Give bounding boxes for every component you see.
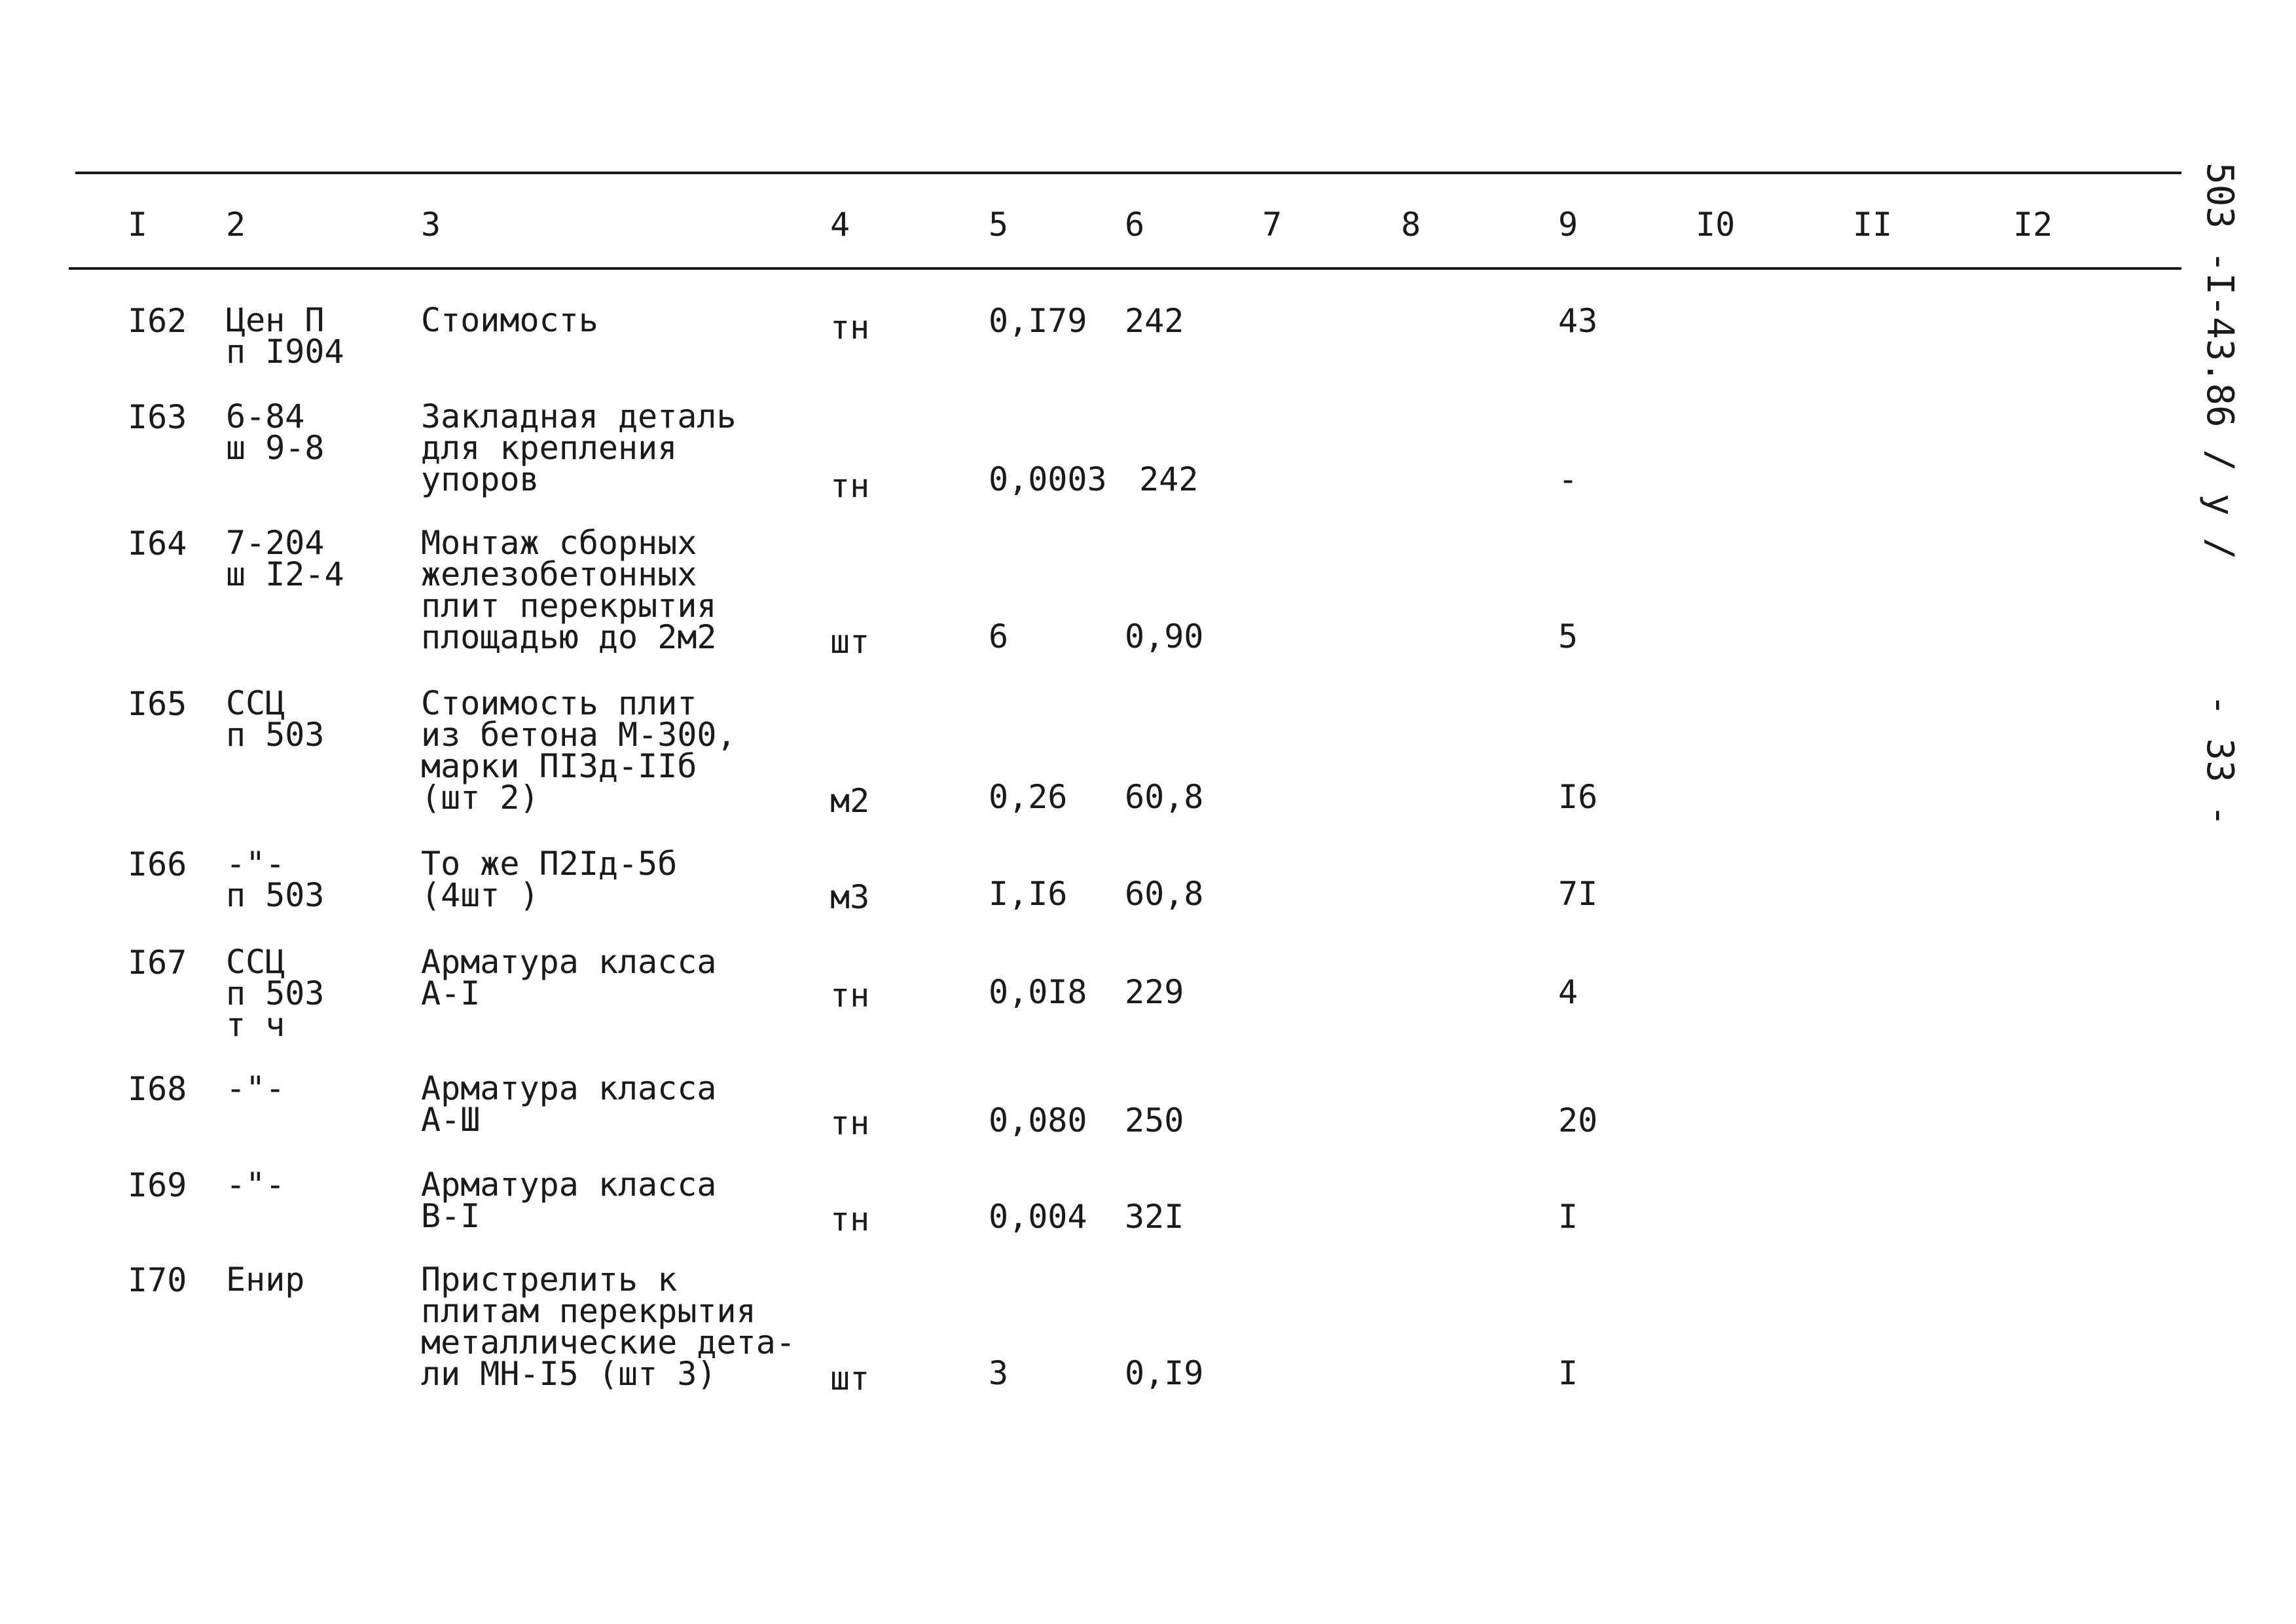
column-header: 5 <box>989 206 1009 244</box>
row-number: I69 <box>128 1166 187 1204</box>
row-code: -"- <box>226 1069 285 1107</box>
column-header: 7 <box>1262 206 1283 244</box>
row-price: 250 <box>1125 1101 1184 1139</box>
row-unit: м3 <box>830 878 870 916</box>
column-header: 6 <box>1125 206 1145 244</box>
row-description: Стоимость <box>421 301 598 339</box>
row-number: I66 <box>128 845 187 883</box>
row-total: I <box>1558 1198 1578 1236</box>
row-unit: тн <box>830 1104 870 1142</box>
row-price: 32I <box>1125 1198 1184 1236</box>
row-description: Стоимость плит из бетона М-300, марки ПI3д-IIб (шт 2) <box>421 684 737 817</box>
row-quantity: 0,I79 <box>989 302 1087 340</box>
column-header: I <box>128 206 148 244</box>
row-code: ССЦ п 503 т ч <box>226 943 325 1044</box>
page-number: - 33 - <box>2198 694 2241 827</box>
row-description: Пристрелить к плитам перекрытия металлические дета- ли МН-I5 (шт 3) <box>421 1261 795 1393</box>
row-quantity: 3 <box>989 1354 1009 1392</box>
row-number: I63 <box>128 398 187 436</box>
row-code: ССЦ п 503 <box>226 684 325 754</box>
row-unit: тн <box>830 1200 870 1238</box>
row-description: Монтаж сборных железобетонных плит перекрытия площадью до 2м2 <box>421 524 717 656</box>
row-unit: тн <box>830 308 870 346</box>
column-header: I0 <box>1696 206 1736 244</box>
row-unit: шт <box>830 623 870 661</box>
column-header: II <box>1853 206 1893 244</box>
row-quantity: 0,0I8 <box>989 973 1087 1011</box>
row-number: I67 <box>128 944 187 982</box>
column-header: 3 <box>421 206 441 244</box>
row-quantity: 0,004 <box>989 1198 1087 1236</box>
row-description: Арматура класса А-Ш <box>421 1069 717 1139</box>
row-price: 229 <box>1125 973 1184 1011</box>
row-unit: тн <box>830 976 870 1014</box>
row-unit: тн <box>830 467 870 505</box>
row-number: I62 <box>128 302 187 340</box>
document-code: 503 -I-43.86 / у / <box>2198 162 2241 560</box>
row-number: I70 <box>128 1261 187 1299</box>
row-total: 5 <box>1558 618 1578 655</box>
row-number: I68 <box>128 1070 187 1108</box>
row-price: 0,I9 <box>1125 1354 1204 1392</box>
row-total: - <box>1558 460 1578 498</box>
row-total: 43 <box>1558 302 1598 340</box>
row-quantity: 0,080 <box>989 1101 1087 1139</box>
row-total: 4 <box>1558 973 1578 1011</box>
row-unit: шт <box>830 1359 870 1397</box>
row-number: I64 <box>128 525 187 563</box>
row-price: 242 <box>1125 302 1184 340</box>
row-total: 7I <box>1558 875 1598 913</box>
row-code: 7-204 ш I2-4 <box>226 524 344 593</box>
row-quantity: 6 <box>989 618 1009 655</box>
row-code: Енир <box>226 1261 305 1299</box>
column-header: 9 <box>1558 206 1578 244</box>
column-header: 8 <box>1401 206 1421 244</box>
row-price: 60,8 <box>1125 875 1204 913</box>
row-description: То же П2Iд-5б (4шт ) <box>421 845 678 914</box>
row-total: I6 <box>1558 778 1598 816</box>
row-description: Закладная деталь для крепления упоров <box>421 397 737 498</box>
column-header: I2 <box>2013 206 2053 244</box>
row-price: 60,8 <box>1125 778 1204 816</box>
row-number: I65 <box>128 685 187 723</box>
row-code: -"- <box>226 1166 285 1204</box>
column-header: 2 <box>226 206 246 244</box>
row-code: -"- п 503 <box>226 845 325 914</box>
row-quantity: I,I6 <box>989 875 1068 913</box>
row-code: Цен П п I904 <box>226 301 344 371</box>
row-description: Арматура класса В-I <box>421 1166 717 1235</box>
column-header: 4 <box>830 206 850 244</box>
row-description: Арматура класса А-I <box>421 943 717 1012</box>
row-total: I <box>1558 1354 1578 1392</box>
row-quantity: 0,0003 <box>989 460 1107 498</box>
row-code: 6-84 ш 9-8 <box>226 397 325 467</box>
row-unit: м2 <box>830 782 870 820</box>
row-price: 0,90 <box>1125 618 1204 655</box>
row-quantity: 0,26 <box>989 778 1068 816</box>
row-total: 20 <box>1558 1101 1598 1139</box>
row-price: 242 <box>1139 460 1199 498</box>
